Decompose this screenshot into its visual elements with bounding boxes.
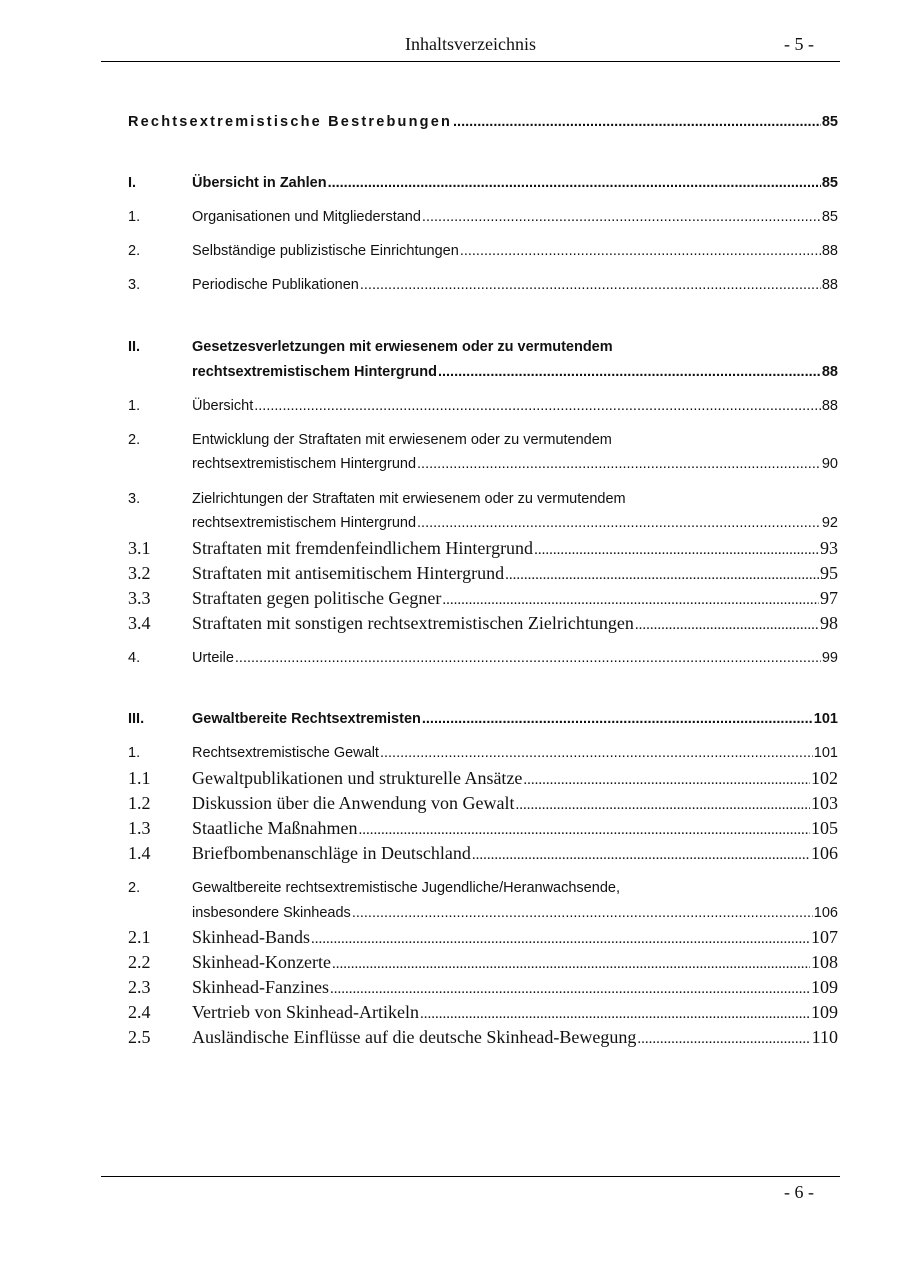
toc-entry-page: 99 [821,650,838,666]
page-footer-number: - 6 - [784,1182,814,1202]
toc-entry [128,209,838,231]
toc-entry-page: 88 [821,398,838,414]
toc-entry-page: 97 [820,588,838,608]
toc-entry-number: 3.1 [128,538,151,558]
toc-entry-page: 101 [813,745,838,761]
toc-entry-text: Periodische Publikationen [192,277,359,293]
toc-leader [505,567,819,584]
toc-entry-text: Staatliche Maßnahmen [192,818,358,838]
toc-entry-text-line1: Gewaltbereite rechtsextremistische Jugendliche/Heranwachsende, [192,880,620,896]
toc-entry-continuation [128,456,838,478]
toc-entry [128,243,838,265]
toc-entry-number: 3. [128,277,141,293]
toc-entry-text: Organisationen und Mitgliederstand [192,209,421,225]
toc-entry [128,977,838,999]
toc-entry [128,880,838,902]
toc-entry-continuation [128,364,838,386]
toc-entry-text: Übersicht in Zahlen [192,175,327,191]
toc-leader [332,956,810,973]
toc-entry-page: 107 [811,927,838,947]
toc-leader [438,364,821,380]
toc-entry-page: 101 [813,711,838,727]
toc-entry [128,768,838,790]
toc-leader [311,931,810,948]
toc-entry [128,1002,838,1024]
toc-entry-page: 108 [811,952,838,972]
page-header-title: Inhaltsverzeichnis [405,34,536,54]
toc-entry-text: Ausländische Einflüsse auf die deutsche Skinhead-Bewegung [192,1027,637,1047]
toc-entry-page: 92 [821,515,838,531]
toc-leader [635,617,819,634]
toc-entry [128,1027,838,1049]
toc-leader [235,650,821,666]
toc-entry-text: Straftaten mit antisemitischem Hintergrund [192,563,505,583]
toc-leader [515,797,810,814]
toc-entry-text: Diskussion über die Anwendung von Gewalt [192,793,515,813]
toc-entry-number: 4. [128,650,141,666]
toc-entry-text: Briefbombenanschläge in Deutschland [192,843,471,863]
toc-entry-number: 1.3 [128,818,151,838]
toc-leader [380,745,813,761]
toc-entry-text: Übersicht [192,398,254,414]
toc-entry [128,398,838,420]
toc-entry-number: III. [128,711,145,727]
toc-leader [422,711,813,727]
toc-entry-text: rechtsextremistischem Hintergrund [192,515,417,531]
toc-entry-page: 93 [820,538,838,558]
toc-entry-text: Straftaten mit sonstigen rechtsextremistischen Zielrichtungen [192,613,634,633]
toc-entry [128,538,838,560]
toc-entry-text: Straftaten mit fremdenfeindlichem Hintergrund [192,538,534,558]
toc-leader [472,847,810,864]
toc-leader [254,398,821,414]
toc-entry-text: Rechtsextremistische Bestrebungen [128,114,453,130]
toc-entry-text: Skinhead-Fanzines [192,977,329,997]
toc-entry-page: 85 [821,114,838,130]
toc-entry-number: 1. [128,745,141,761]
toc-entry [128,491,838,513]
toc-leader [422,209,821,225]
toc-entry-page: 95 [820,563,838,583]
toc-entry-text-line1: Gesetzesverletzungen mit erwiesenem oder zu vermutendem [192,339,613,355]
toc-entry-text: Vertrieb von Skinhead-Artikeln [192,1002,419,1022]
toc-entry-number: 1.4 [128,843,151,863]
page-footer [101,1176,840,1202]
toc-entry-number: 2. [128,880,141,896]
toc-entry-number: 3. [128,491,141,507]
toc-leader [453,114,821,130]
toc-entry-text: Skinhead-Konzerte [192,952,331,972]
toc-entry [128,843,838,865]
toc-entry-continuation [128,905,838,927]
toc-entry-number: 3.2 [128,563,151,583]
toc-entry [128,175,838,197]
toc-entry-number: 2.3 [128,977,151,997]
toc-leader [328,175,821,191]
toc-entry-text: Rechtsextremistische Gewalt [192,745,379,761]
toc-entry-text-line1: Zielrichtungen der Straftaten mit erwiesenem oder zu vermutendem [192,491,626,507]
toc-heading [128,114,838,136]
toc-entry-text: Skinhead-Bands [192,927,310,947]
toc-entry [128,339,838,361]
toc-entry-number: 2. [128,243,141,259]
toc-entry-number: 3.4 [128,613,151,633]
toc-leader [442,592,819,609]
toc-entry [128,563,838,585]
toc-entry-text: Gewaltpublikationen und strukturelle Ansätze [192,768,523,788]
toc-entry-number: 1. [128,398,141,414]
toc-entry [128,793,838,815]
toc-entry-number: II. [128,339,141,355]
toc-entry-page: 85 [821,209,838,225]
toc-entry-page: 90 [821,456,838,472]
page-header [101,30,840,62]
toc-entry-number: 1.1 [128,768,151,788]
toc-entry-text: rechtsextremistischem Hintergrund [192,364,437,380]
toc-leader [360,277,821,293]
toc-entry-text: Gewaltbereite Rechtsextremisten [192,711,421,727]
toc-leader [417,456,821,472]
toc-entry-number: 1. [128,209,141,225]
toc-entry-text: rechtsextremistischem Hintergrund [192,456,417,472]
toc-leader [534,542,819,559]
toc-entry [128,277,838,299]
toc-entry-page: 88 [821,277,838,293]
toc-entry-number: 2.5 [128,1027,151,1047]
toc-entry-number: 2.4 [128,1002,151,1022]
toc-entry-number: 3.3 [128,588,151,608]
toc-entry-page: 109 [811,1002,838,1022]
toc-entry-page: 106 [811,843,838,863]
toc-entry [128,613,838,635]
toc-entry [128,927,838,949]
toc-entry-page: 110 [811,1027,838,1047]
toc-leader [637,1031,810,1048]
toc-entry-text: Straftaten gegen politische Gegner [192,588,442,608]
toc-leader [330,981,810,998]
toc-entry [128,818,838,840]
toc-entry-text: Selbständige publizistische Einrichtungen [192,243,459,259]
toc-entry-page: 85 [821,175,838,191]
toc-entry-number: 2.2 [128,952,151,972]
toc-entry-page: 88 [821,364,838,380]
toc-entry-page: 103 [811,793,838,813]
toc-entry-number: 2. [128,432,141,448]
toc-leader [352,905,813,921]
toc-entry-continuation [128,515,838,537]
toc-entry [128,650,838,672]
toc-entry [128,711,838,733]
toc-leader [420,1006,810,1023]
toc-entry [128,745,838,767]
toc-leader [417,515,821,531]
toc-entry-text: insbesondere Skinheads [192,905,351,921]
toc-leader [523,772,810,789]
toc-entry-page: 88 [821,243,838,259]
toc-entry [128,432,838,454]
toc-leader [358,822,810,839]
toc-entry-text-line1: Entwicklung der Straftaten mit erwiesenem oder zu vermutendem [192,432,612,448]
toc-entry-page: 98 [820,613,838,633]
toc-entry-page: 109 [811,977,838,997]
toc-entry-page: 102 [811,768,838,788]
toc-entry-page: 105 [811,818,838,838]
toc-entry-text: Urteile [192,650,234,666]
toc-entry-number: I. [128,175,137,191]
toc-entry [128,952,838,974]
toc-entry-page: 106 [813,905,838,921]
toc-leader [460,243,821,259]
toc-entry [128,588,838,610]
page-header-number: - 5 - [784,34,814,54]
toc-entry-number: 2.1 [128,927,151,947]
toc-entry-number: 1.2 [128,793,151,813]
